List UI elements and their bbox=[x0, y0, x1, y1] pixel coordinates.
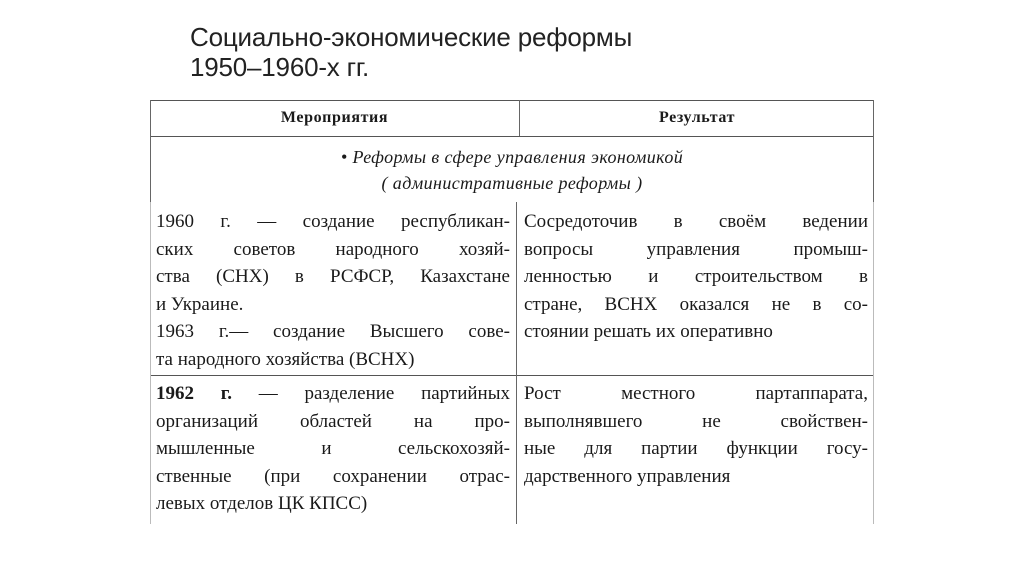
section-heading-line-2: ( административные реформы ) bbox=[381, 173, 643, 193]
text-line: и Украине. bbox=[156, 293, 244, 315]
text-line: вопросы управления промыш- bbox=[524, 238, 868, 260]
text-line: дарственного управления bbox=[524, 465, 731, 487]
text-line: ства (СНХ) в РСФСР, Казахстане bbox=[156, 266, 510, 287]
text-line: мышленные и сельскохозяй- bbox=[156, 438, 510, 459]
row2-year: 1962 г. bbox=[156, 383, 232, 404]
text-line: организаций областей на про- bbox=[156, 410, 510, 432]
section-heading-line-1: • Реформы в сфере управления экономикой bbox=[340, 147, 684, 167]
text-line: ные для партии функции госу- bbox=[524, 438, 868, 459]
header-result: Результат bbox=[658, 109, 736, 126]
text-line: ленностью и строительством в bbox=[524, 266, 868, 287]
body-left-border bbox=[150, 202, 151, 524]
row1-result-cell bbox=[524, 208, 868, 346]
text-line: ских советов народного хозяй- bbox=[156, 238, 510, 260]
text-line: стране, ВСНХ оказался не в со- bbox=[524, 293, 868, 315]
text-line: стоянии решать их оперативно bbox=[524, 321, 773, 342]
text-line: выполнявшего не свойствен- bbox=[524, 410, 868, 432]
row-divider bbox=[150, 375, 874, 376]
title-line-2: 1950–1960-х гг. bbox=[190, 52, 370, 82]
text-line: 1960 г. — создание республикан- bbox=[156, 211, 510, 232]
text-line bbox=[156, 380, 510, 408]
header-measures: Мероприятия bbox=[280, 109, 389, 126]
row1-measures-cell bbox=[156, 208, 510, 373]
text-line: та народного хозяйства (ВСНХ) bbox=[156, 348, 415, 370]
text-line: Рост местного партаппарата, bbox=[524, 383, 868, 404]
row2-first-line-text: — разделение партийных bbox=[231, 383, 510, 404]
row2-result-cell bbox=[524, 380, 868, 490]
row2-measures-cell bbox=[156, 380, 510, 518]
body-column-divider bbox=[516, 202, 517, 524]
text-line: ственные (при сохранении отрас- bbox=[156, 465, 510, 487]
text-line: 1963 г.— создание Высшего сове- bbox=[156, 321, 510, 342]
reforms-table bbox=[150, 100, 874, 524]
page-title bbox=[190, 22, 632, 82]
section-heading bbox=[150, 144, 874, 196]
text-line: левых отделов ЦК КПСС) bbox=[156, 493, 368, 514]
text-line: Сосредоточив в своём ведении bbox=[524, 211, 868, 232]
title-line-1: Социально-экономические реформы bbox=[190, 22, 633, 52]
header-bottom-border bbox=[150, 136, 874, 137]
body-right-border bbox=[873, 202, 874, 524]
